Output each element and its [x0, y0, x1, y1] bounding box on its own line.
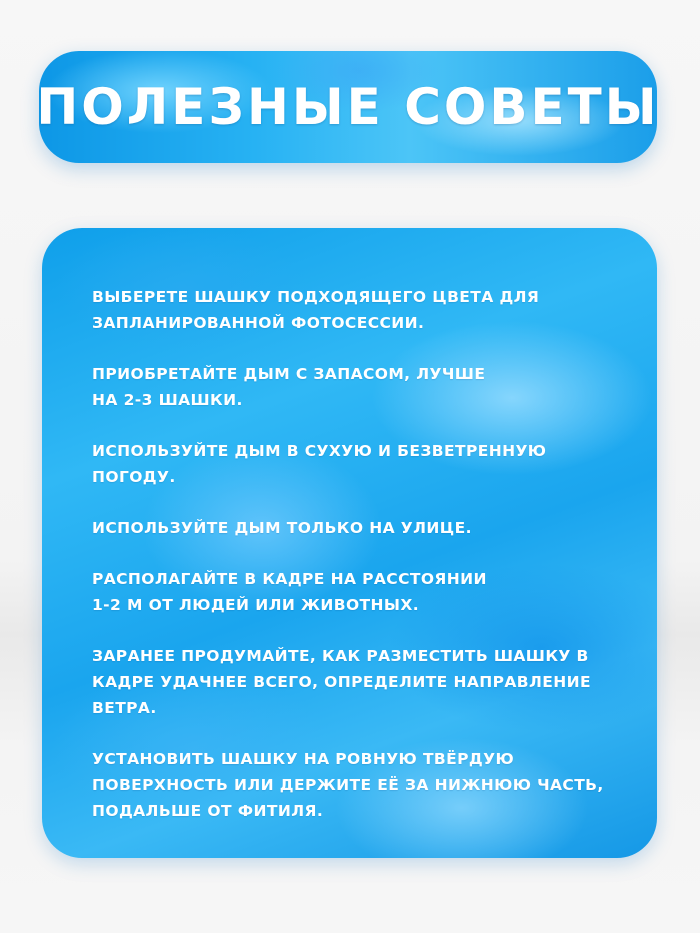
tip-line: УСТАНОВИТЬ ШАШКУ НА РОВНУЮ ТВЁРДУЮ — [92, 750, 515, 768]
tips-list — [92, 284, 632, 849]
tip-item — [92, 643, 632, 721]
tip-item — [92, 284, 632, 336]
tip-line: ИСПОЛЬЗУЙТЕ ДЫМ ТОЛЬКО НА УЛИЦЕ. — [92, 519, 472, 537]
tip-item — [92, 746, 632, 824]
tips-card — [42, 228, 657, 858]
tip-item — [92, 438, 632, 490]
tip-line: ИСПОЛЬЗУЙТЕ ДЫМ В СУХУЮ И БЕЗВЕТРЕННУЮ — [92, 442, 547, 460]
tip-line: НА 2-3 ШАШКИ. — [92, 391, 243, 409]
tip-line: ЗАРАНЕЕ ПРОДУМАЙТЕ, КАК РАЗМЕСТИТЬ ШАШКУ В — [92, 647, 589, 665]
tip-item — [92, 361, 632, 413]
title-banner — [36, 51, 660, 163]
tip-line: ПОВЕРХНОСТЬ ИЛИ ДЕРЖИТЕ ЕЁ ЗА НИЖНЮЮ ЧАСТЬ, — [92, 776, 604, 794]
tip-line: ПРИОБРЕТАЙТЕ ДЫМ С ЗАПАСОМ, ЛУЧШЕ — [92, 365, 486, 383]
tip-line: ЗАПЛАНИРОВАННОЙ ФОТОСЕССИИ. — [92, 314, 425, 332]
tip-line: КАДРЕ УДАЧНЕЕ ВСЕГО, ОПРЕДЕЛИТЕ НАПРАВЛЕНИЕ — [92, 673, 591, 691]
tip-line: 1-2 М ОТ ЛЮДЕЙ ИЛИ ЖИВОТНЫХ. — [92, 596, 419, 614]
tip-line: ПОДАЛЬШЕ ОТ ФИТИЛЯ. — [92, 802, 324, 820]
tip-item — [92, 515, 632, 541]
tip-line: ПОГОДУ. — [92, 468, 176, 486]
tip-line: ВЫБЕРЕТЕ ШАШКУ ПОДХОДЯЩЕГО ЦВЕТА ДЛЯ — [92, 288, 540, 306]
tip-item — [92, 566, 632, 618]
tip-line: РАСПОЛАГАЙТЕ В КАДРЕ НА РАССТОЯНИИ — [92, 570, 487, 588]
tip-line: ВЕТРА. — [92, 699, 157, 717]
page-title: ПОЛЕЗНЫЕ СОВЕТЫ — [36, 78, 660, 136]
